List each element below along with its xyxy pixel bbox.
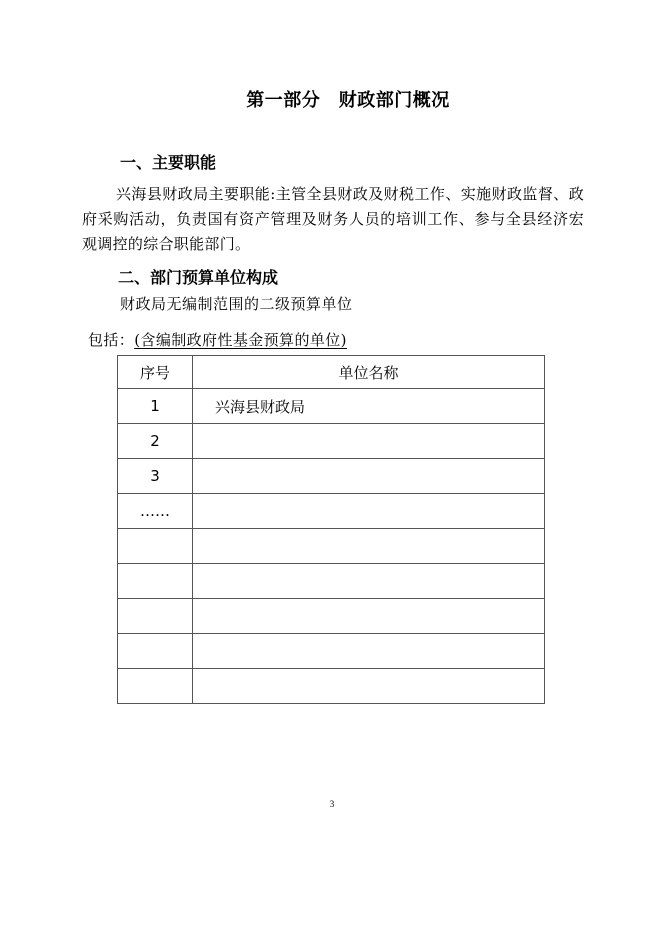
row-unit-name: 兴海县财政局 bbox=[193, 389, 545, 424]
include-line bbox=[88, 329, 347, 350]
row-serial-number: 2 bbox=[118, 424, 193, 459]
table-row bbox=[118, 494, 545, 529]
row-serial-number: 3 bbox=[118, 459, 193, 494]
row-unit-name bbox=[193, 494, 545, 529]
header-serial-number: 序号 bbox=[118, 356, 193, 389]
row-unit-name bbox=[193, 634, 545, 669]
row-serial-number bbox=[118, 634, 193, 669]
page-title: 第一部分 财政部门概况 bbox=[246, 90, 450, 111]
page-number: 3 bbox=[329, 799, 335, 809]
header-unit-name: 单位名称 bbox=[193, 356, 545, 389]
row-serial-number bbox=[118, 599, 193, 634]
row-unit-name bbox=[193, 669, 545, 704]
row-unit-name bbox=[193, 459, 545, 494]
table-row bbox=[118, 424, 545, 459]
table-row bbox=[118, 669, 545, 704]
row-serial-number bbox=[118, 564, 193, 599]
row-serial-number bbox=[118, 669, 193, 704]
table-row bbox=[118, 529, 545, 564]
table-row bbox=[118, 389, 545, 424]
row-serial-number: 1 bbox=[118, 389, 193, 424]
table-row bbox=[118, 564, 545, 599]
section-heading-budget-units: 二、部门预算单位构成 bbox=[118, 268, 279, 287]
row-unit-name bbox=[193, 424, 545, 459]
table-row bbox=[118, 459, 545, 494]
table-header-row bbox=[118, 356, 545, 389]
include-label: 包括： bbox=[88, 331, 135, 349]
row-serial-number: …… bbox=[118, 494, 193, 529]
row-unit-name bbox=[193, 599, 545, 634]
table-row bbox=[118, 599, 545, 634]
table-row bbox=[118, 634, 545, 669]
budget-units-table bbox=[117, 355, 545, 704]
row-unit-name bbox=[193, 564, 545, 599]
row-unit-name bbox=[193, 529, 545, 564]
section-heading-main-functions: 一、主要职能 bbox=[120, 153, 217, 172]
row-serial-number bbox=[118, 529, 193, 564]
include-underlined-note: (含编制政府性基金预算的单位) bbox=[134, 331, 347, 349]
budget-units-note: 财政局无编制范围的二级预算单位 bbox=[120, 295, 353, 313]
main-functions-paragraph: 兴海县财政局主要职能:主管全县财政及财税工作、实施财政监督、政府采购活动，负责国有资产管理及财务人员的培训工作、参与全县经济宏观调控的综合职能部门。 bbox=[82, 185, 584, 253]
